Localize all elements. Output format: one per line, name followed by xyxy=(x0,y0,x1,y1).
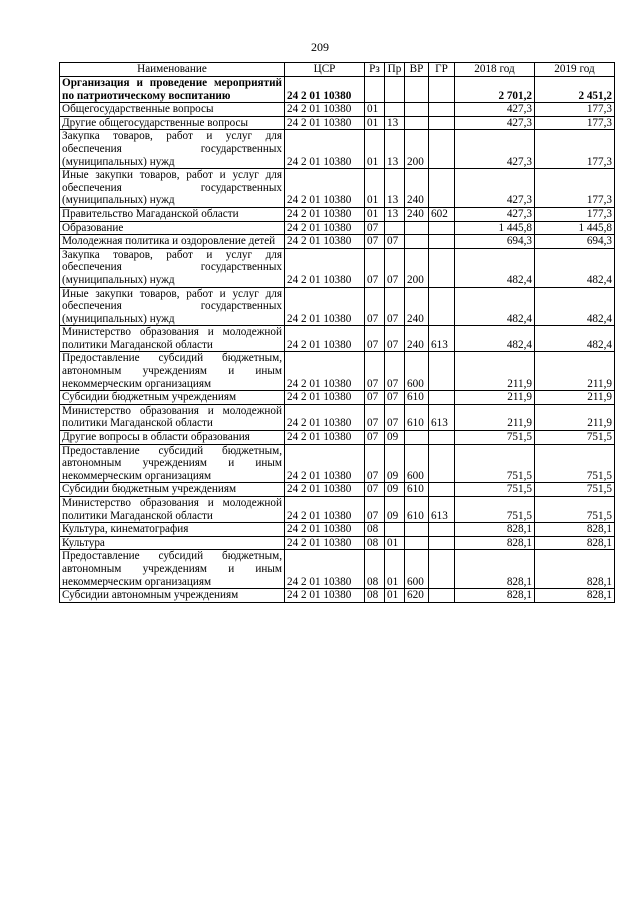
cell-rz: 07 xyxy=(365,497,385,523)
cell-gr xyxy=(429,130,455,169)
cell-2019: 828,1 xyxy=(535,536,615,550)
cell-vr: 240 xyxy=(405,326,429,352)
cell-vr xyxy=(405,523,429,537)
cell-gr xyxy=(429,589,455,603)
cell-pr: 09 xyxy=(385,431,405,445)
header-2019: 2019 год xyxy=(535,63,615,77)
cell-pr: 13 xyxy=(385,169,405,208)
cell-2019: 177,3 xyxy=(535,116,615,130)
cell-csr: 24 2 01 10380 xyxy=(285,497,365,523)
cell-name: Предоставление субсидий бюджетным, автономным учреждениям и иным некоммерческим организациям xyxy=(60,550,285,589)
cell-2018: 828,1 xyxy=(455,536,535,550)
cell-name: Предоставление субсидий бюджетным, автономным учреждениям и иным некоммерческим организациям xyxy=(60,352,285,391)
cell-2019: 211,9 xyxy=(535,391,615,405)
cell-name: Организация и проведение мероприятий по патриотическому воспитанию xyxy=(60,77,285,103)
cell-2018: 427,3 xyxy=(455,116,535,130)
cell-pr: 07 xyxy=(385,248,405,287)
cell-vr xyxy=(405,116,429,130)
cell-vr xyxy=(405,103,429,117)
cell-2018: 828,1 xyxy=(455,550,535,589)
table-row xyxy=(60,207,615,221)
cell-pr: 13 xyxy=(385,116,405,130)
cell-name: Культура, кинематография xyxy=(60,523,285,537)
table-row xyxy=(60,116,615,130)
cell-2018: 828,1 xyxy=(455,523,535,537)
cell-2019: 828,1 xyxy=(535,589,615,603)
cell-2019: 2 451,2 xyxy=(535,77,615,103)
header-csr: ЦСР xyxy=(285,63,365,77)
cell-2018: 482,4 xyxy=(455,287,535,326)
cell-name: Правительство Магаданской области xyxy=(60,207,285,221)
cell-2019: 482,4 xyxy=(535,287,615,326)
cell-rz: 07 xyxy=(365,483,385,497)
cell-name: Культура xyxy=(60,536,285,550)
cell-csr: 24 2 01 10380 xyxy=(285,444,365,483)
cell-vr: 240 xyxy=(405,207,429,221)
cell-pr: 07 xyxy=(385,235,405,249)
cell-rz: 08 xyxy=(365,589,385,603)
cell-2018: 482,4 xyxy=(455,248,535,287)
cell-gr xyxy=(429,483,455,497)
table-row xyxy=(60,248,615,287)
cell-rz: 07 xyxy=(365,287,385,326)
cell-csr: 24 2 01 10380 xyxy=(285,326,365,352)
cell-csr: 24 2 01 10380 xyxy=(285,589,365,603)
cell-rz: 07 xyxy=(365,391,385,405)
table-row xyxy=(60,523,615,537)
header-rz: Рз xyxy=(365,63,385,77)
table-row xyxy=(60,326,615,352)
cell-2019: 177,3 xyxy=(535,169,615,208)
cell-csr: 24 2 01 10380 xyxy=(285,221,365,235)
cell-gr: 613 xyxy=(429,326,455,352)
cell-gr xyxy=(429,550,455,589)
cell-2019: 482,4 xyxy=(535,326,615,352)
cell-2018: 1 445,8 xyxy=(455,221,535,235)
table-row xyxy=(60,235,615,249)
cell-csr: 24 2 01 10380 xyxy=(285,77,365,103)
cell-rz: 01 xyxy=(365,169,385,208)
cell-2018: 2 701,2 xyxy=(455,77,535,103)
cell-vr xyxy=(405,221,429,235)
cell-csr: 24 2 01 10380 xyxy=(285,169,365,208)
header-vr: ВР xyxy=(405,63,429,77)
cell-csr: 24 2 01 10380 xyxy=(285,235,365,249)
cell-gr xyxy=(429,103,455,117)
cell-csr: 24 2 01 10380 xyxy=(285,523,365,537)
cell-name: Другие общегосударственные вопросы xyxy=(60,116,285,130)
cell-rz: 01 xyxy=(365,207,385,221)
cell-csr: 24 2 01 10380 xyxy=(285,207,365,221)
cell-2018: 694,3 xyxy=(455,235,535,249)
cell-rz: 07 xyxy=(365,235,385,249)
cell-vr xyxy=(405,536,429,550)
cell-csr: 24 2 01 10380 xyxy=(285,116,365,130)
cell-2018: 427,3 xyxy=(455,103,535,117)
cell-csr: 24 2 01 10380 xyxy=(285,130,365,169)
cell-2018: 751,5 xyxy=(455,497,535,523)
cell-csr: 24 2 01 10380 xyxy=(285,404,365,430)
cell-name: Предоставление субсидий бюджетным, автономным учреждениям и иным некоммерческим организациям xyxy=(60,444,285,483)
table-row xyxy=(60,589,615,603)
cell-name: Другие вопросы в области образования xyxy=(60,431,285,445)
cell-2019: 211,9 xyxy=(535,352,615,391)
cell-csr: 24 2 01 10380 xyxy=(285,483,365,497)
cell-2018: 211,9 xyxy=(455,404,535,430)
cell-2018: 211,9 xyxy=(455,391,535,405)
cell-csr: 24 2 01 10380 xyxy=(285,103,365,117)
cell-2019: 694,3 xyxy=(535,235,615,249)
table-row xyxy=(60,444,615,483)
cell-gr xyxy=(429,352,455,391)
cell-csr: 24 2 01 10380 xyxy=(285,287,365,326)
cell-2019: 751,5 xyxy=(535,483,615,497)
cell-vr: 620 xyxy=(405,589,429,603)
cell-pr xyxy=(385,77,405,103)
cell-rz: 08 xyxy=(365,523,385,537)
cell-vr xyxy=(405,77,429,103)
cell-name: Субсидии автономным учреждениям xyxy=(60,589,285,603)
cell-2019: 177,3 xyxy=(535,103,615,117)
cell-pr: 09 xyxy=(385,497,405,523)
cell-gr xyxy=(429,391,455,405)
cell-2019: 482,4 xyxy=(535,248,615,287)
cell-pr: 09 xyxy=(385,483,405,497)
cell-rz: 07 xyxy=(365,248,385,287)
cell-name: Министерство образования и молодежной политики Магаданской области xyxy=(60,326,285,352)
table-row xyxy=(60,404,615,430)
table-row xyxy=(60,497,615,523)
cell-2019: 177,3 xyxy=(535,207,615,221)
cell-pr: 07 xyxy=(385,287,405,326)
cell-rz: 01 xyxy=(365,130,385,169)
cell-gr xyxy=(429,248,455,287)
cell-pr: 13 xyxy=(385,207,405,221)
cell-name: Иные закупки товаров, работ и услуг для обеспечения государственных (муниципальных) нужд xyxy=(60,287,285,326)
cell-vr: 600 xyxy=(405,550,429,589)
cell-pr xyxy=(385,221,405,235)
cell-name: Образование xyxy=(60,221,285,235)
cell-2019: 751,5 xyxy=(535,431,615,445)
table-row xyxy=(60,391,615,405)
cell-pr: 01 xyxy=(385,589,405,603)
cell-name: Закупка товаров, работ и услуг для обеспечения государственных (муниципальных) нужд xyxy=(60,248,285,287)
cell-2018: 751,5 xyxy=(455,444,535,483)
cell-vr: 200 xyxy=(405,130,429,169)
cell-gr xyxy=(429,287,455,326)
header-name: Наименование xyxy=(60,63,285,77)
cell-gr xyxy=(429,536,455,550)
table-row xyxy=(60,352,615,391)
cell-gr xyxy=(429,169,455,208)
cell-csr: 24 2 01 10380 xyxy=(285,391,365,405)
header-pr: Пр xyxy=(385,63,405,77)
cell-pr xyxy=(385,523,405,537)
table-header-row xyxy=(60,63,615,77)
cell-name: Министерство образования и молодежной политики Магаданской области xyxy=(60,497,285,523)
cell-csr: 24 2 01 10380 xyxy=(285,431,365,445)
table-row xyxy=(60,550,615,589)
cell-gr xyxy=(429,77,455,103)
cell-gr xyxy=(429,523,455,537)
cell-vr: 610 xyxy=(405,497,429,523)
cell-csr: 24 2 01 10380 xyxy=(285,248,365,287)
cell-csr: 24 2 01 10380 xyxy=(285,550,365,589)
cell-2019: 751,5 xyxy=(535,444,615,483)
cell-2019: 828,1 xyxy=(535,523,615,537)
cell-2018: 427,3 xyxy=(455,169,535,208)
cell-rz: 07 xyxy=(365,221,385,235)
header-2018: 2018 год xyxy=(455,63,535,77)
cell-vr xyxy=(405,431,429,445)
cell-gr: 602 xyxy=(429,207,455,221)
cell-vr: 610 xyxy=(405,483,429,497)
table-row xyxy=(60,169,615,208)
cell-pr: 07 xyxy=(385,326,405,352)
table-row xyxy=(60,77,615,103)
cell-name: Министерство образования и молодежной политики Магаданской области xyxy=(60,404,285,430)
cell-name: Общегосударственные вопросы xyxy=(60,103,285,117)
table-row xyxy=(60,431,615,445)
cell-name: Субсидии бюджетным учреждениям xyxy=(60,483,285,497)
cell-rz: 01 xyxy=(365,116,385,130)
cell-2019: 751,5 xyxy=(535,497,615,523)
cell-gr: 613 xyxy=(429,497,455,523)
cell-name: Закупка товаров, работ и услуг для обеспечения государственных (муниципальных) нужд xyxy=(60,130,285,169)
cell-rz: 07 xyxy=(365,431,385,445)
cell-2019: 177,3 xyxy=(535,130,615,169)
cell-2018: 751,5 xyxy=(455,431,535,445)
cell-rz: 07 xyxy=(365,444,385,483)
cell-rz xyxy=(365,77,385,103)
cell-csr: 24 2 01 10380 xyxy=(285,536,365,550)
cell-vr: 240 xyxy=(405,169,429,208)
cell-rz: 07 xyxy=(365,404,385,430)
header-gr: ГР xyxy=(429,63,455,77)
cell-vr: 610 xyxy=(405,391,429,405)
cell-gr xyxy=(429,235,455,249)
cell-2018: 482,4 xyxy=(455,326,535,352)
table-row xyxy=(60,103,615,117)
table-row xyxy=(60,483,615,497)
cell-pr xyxy=(385,103,405,117)
cell-2019: 1 445,8 xyxy=(535,221,615,235)
cell-2019: 828,1 xyxy=(535,550,615,589)
cell-pr: 07 xyxy=(385,391,405,405)
cell-rz: 08 xyxy=(365,550,385,589)
cell-vr: 600 xyxy=(405,444,429,483)
cell-2018: 427,3 xyxy=(455,130,535,169)
cell-rz: 08 xyxy=(365,536,385,550)
cell-gr xyxy=(429,221,455,235)
cell-vr: 200 xyxy=(405,248,429,287)
cell-pr: 01 xyxy=(385,536,405,550)
cell-pr: 01 xyxy=(385,550,405,589)
cell-2018: 427,3 xyxy=(455,207,535,221)
cell-pr: 07 xyxy=(385,404,405,430)
cell-2018: 211,9 xyxy=(455,352,535,391)
cell-gr: 613 xyxy=(429,404,455,430)
cell-rz: 07 xyxy=(365,352,385,391)
table-row xyxy=(60,287,615,326)
cell-pr: 09 xyxy=(385,444,405,483)
cell-name: Иные закупки товаров, работ и услуг для обеспечения государственных (муниципальных) нужд xyxy=(60,169,285,208)
cell-pr: 13 xyxy=(385,130,405,169)
cell-csr: 24 2 01 10380 xyxy=(285,352,365,391)
cell-vr: 600 xyxy=(405,352,429,391)
cell-gr xyxy=(429,116,455,130)
cell-rz: 07 xyxy=(365,326,385,352)
budget-table xyxy=(59,62,615,603)
cell-name: Молодежная политика и оздоровление детей xyxy=(60,235,285,249)
cell-gr xyxy=(429,431,455,445)
page-number: 209 xyxy=(311,40,329,54)
table-row xyxy=(60,536,615,550)
cell-pr: 07 xyxy=(385,352,405,391)
cell-name: Субсидии бюджетным учреждениям xyxy=(60,391,285,405)
cell-2018: 751,5 xyxy=(455,483,535,497)
cell-rz: 01 xyxy=(365,103,385,117)
cell-vr xyxy=(405,235,429,249)
table-row xyxy=(60,130,615,169)
table-body xyxy=(60,77,615,603)
cell-2019: 211,9 xyxy=(535,404,615,430)
cell-vr: 240 xyxy=(405,287,429,326)
cell-gr xyxy=(429,444,455,483)
cell-2018: 828,1 xyxy=(455,589,535,603)
table-row xyxy=(60,221,615,235)
cell-vr: 610 xyxy=(405,404,429,430)
